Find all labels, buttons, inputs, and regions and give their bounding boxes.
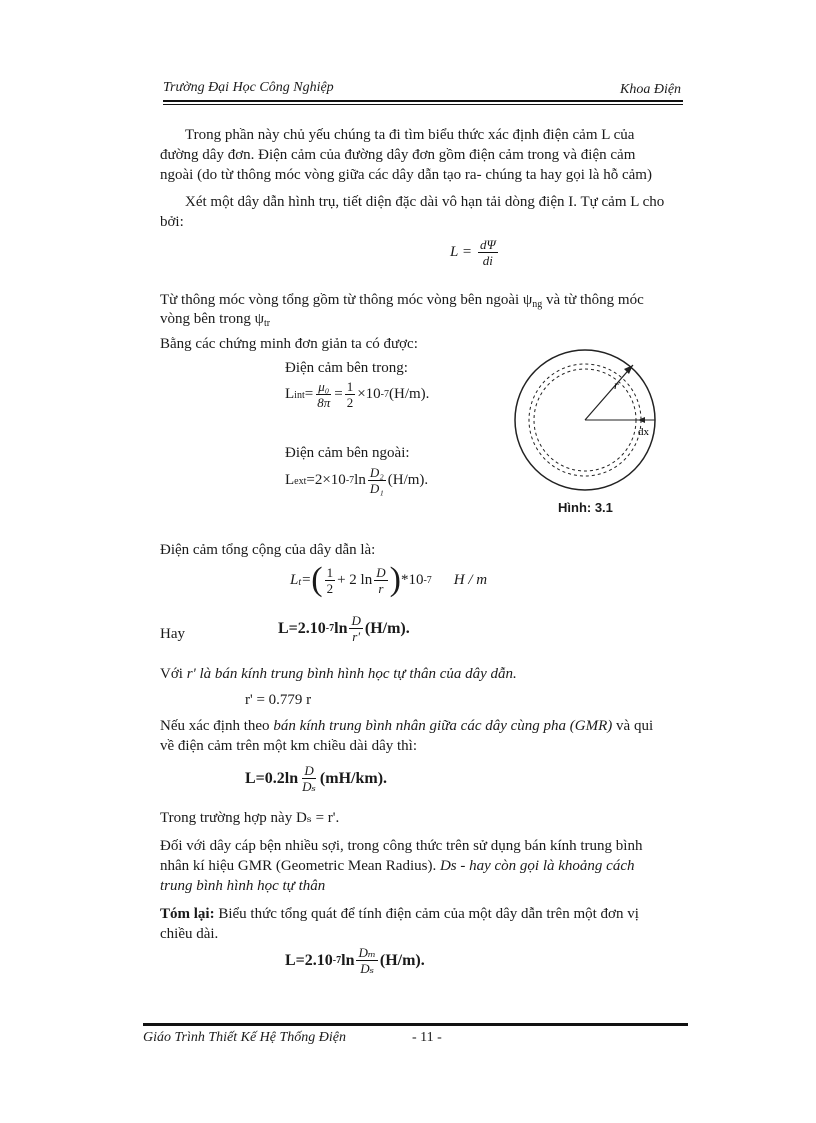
hay-unit: (H/m). [364, 619, 410, 637]
total-paren-open: ( [311, 561, 323, 598]
summary-line1 [160, 904, 639, 924]
total-n1: 1 [326, 564, 334, 580]
outer-pre: =2×10 [306, 472, 346, 488]
header-rule [163, 100, 683, 102]
total-unit: H / m [453, 571, 488, 588]
total-lhs: L [290, 571, 299, 588]
para1-line2: đường dây đơn. Điện cảm của đường dây đơn gồm điện cảm trong và điện cảm [160, 147, 636, 163]
outer-label: Điện cảm bên ngoài: [285, 445, 410, 461]
km-num: D [304, 763, 314, 778]
total-mid: + 2 ln [337, 571, 373, 588]
total-eq: = [301, 571, 312, 588]
para1-line3: ngoài (do từ thông móc vòng giữa các dây dẫn tạo ra- chúng ta hay gọi là hỗ cảm) [160, 167, 652, 183]
para8-line3: trung bình hình học tự thân [160, 878, 326, 894]
inner-frac2 [345, 380, 356, 409]
final-den: Dₛ [360, 961, 375, 976]
figure-label-r: r [614, 378, 619, 392]
inner-den2: 2 [346, 395, 354, 410]
hay-num: D [351, 613, 361, 628]
para2-line1: Xét một dây dẫn hình trụ, tiết diện đặc dài vô hạn tải dòng điện I. Tự cảm L cho [185, 194, 665, 210]
outer-unit: (H/m). [387, 472, 429, 488]
para6-line1 [160, 716, 653, 736]
eq1-lhs: L = [450, 244, 472, 260]
equation-final [285, 946, 425, 975]
header-left: Trường Đại Học Công Nghiệp [163, 80, 334, 95]
footer-left: Giáo Trình Thiết Kế Hệ Thống Điện [143, 1030, 347, 1045]
inner-frac1 [315, 380, 332, 409]
conductor-cross-section-figure [510, 345, 660, 495]
summary-l1: Biểu thức tổng quát để tính điện cảm của một dây dẫn trên một đơn vị [214, 906, 639, 922]
total-d1: 2 [326, 580, 334, 596]
total-n2: D [376, 564, 386, 580]
outer-num: D₂ [369, 465, 384, 480]
para8-l2a: nhân kí hiệu GMR (Geometric Mean Radius). [160, 858, 440, 874]
km-pre: L=0.2ln [245, 769, 299, 787]
dx-arrowhead [638, 417, 645, 423]
inner-den1: 8π [317, 395, 331, 410]
para8-l2b: Ds - hay còn gọi là khoảng cách [439, 858, 635, 874]
total-paren-close: ) [389, 561, 401, 598]
para6-line2: về điện cảm trên một km chiều dài dây thì: [160, 738, 418, 754]
inner-tail: ×10 [357, 386, 381, 402]
equation-outer-inductance [285, 466, 428, 495]
radius-line [585, 365, 633, 420]
summary-bold: Tóm lại: [160, 906, 215, 922]
hay-label: Hay [160, 626, 185, 642]
outer-ln: ln [354, 472, 366, 488]
inner-label: Điện cảm bên trong: [285, 360, 408, 376]
radius-arrowhead [624, 365, 633, 374]
outer-L: L [285, 472, 295, 488]
equation-inductance-definition [450, 238, 500, 267]
final-frac [356, 946, 377, 975]
total-lhsub: t [298, 577, 302, 588]
para6-l1a: Nếu xác định theo [160, 718, 274, 734]
final-num: Dₘ [358, 945, 376, 960]
inner-Lsub: int [294, 390, 305, 401]
inner-eq1: = [304, 386, 314, 402]
total-frac2 [374, 566, 387, 595]
para5: Điện cảm tổng cộng của dây dẫn là: [160, 542, 376, 558]
equation-total-inductance [290, 563, 487, 597]
total-tail: *10 [400, 571, 424, 588]
para3-l2a: vòng bên trong ψ [160, 311, 264, 327]
summary-line2: chiều dài. [160, 926, 219, 942]
note1-a: Với [160, 666, 187, 682]
inner-eq2: = [334, 386, 343, 402]
inner-unit: (H/m). [389, 386, 430, 402]
figure-label-dx: dx [638, 426, 649, 438]
final-exp: -7 [332, 955, 342, 966]
rprime-value: r' = 0.779 r [245, 692, 312, 708]
hay-frac [349, 614, 362, 643]
final-ln: ln [341, 951, 355, 969]
para8-line2 [160, 856, 635, 876]
outer-exp: -7 [345, 475, 355, 486]
outer-Lsub: ext [294, 476, 307, 487]
hay-ln: ln [334, 619, 348, 637]
note-rprime [160, 664, 517, 684]
para2-line2: bởi: [160, 214, 184, 230]
inner-L: L [285, 386, 295, 402]
equation-km [245, 764, 387, 793]
eq1-den: di [482, 253, 493, 268]
para1-line1: Trong phần này chủ yếu chúng ta đi tìm biểu thức xác định điện cảm L của [185, 127, 635, 143]
para3-l1a: Từ thông móc vòng tổng gồm từ thông móc vòng bên ngoài ψ [160, 292, 533, 308]
final-unit: (H/m). [379, 951, 425, 969]
km-den: Dₛ [302, 779, 316, 794]
footer-page-number: - 11 - [412, 1030, 442, 1045]
figure-caption: Hình: 3.1 [558, 500, 613, 515]
km-frac [300, 764, 318, 793]
para8-line1: Đối với dây cáp bện nhiều sợi, trong công thức trên sử dụng bán kính trung bình [160, 838, 643, 854]
total-frac1 [325, 566, 336, 595]
km-unit: (mH/km). [319, 769, 388, 787]
para7: Trong trường hợp này Dₛ = r'. [160, 810, 340, 826]
psi-tr-sub: tr [263, 318, 271, 329]
psi-ng-sub: ng [532, 299, 543, 310]
total-d2: r [378, 580, 384, 596]
outer-den: D₁ [369, 481, 384, 496]
eq1-num: dΨ [479, 237, 496, 252]
para6-l1c: và qui [612, 718, 654, 734]
equation-hay [278, 614, 410, 643]
hay-pre: L=2.10 [278, 619, 326, 637]
note1-b: r' là bán kính trung bình hình học tự thân của dây dẫn. [186, 666, 517, 682]
total-exp: -7 [423, 574, 432, 586]
equation-inner-inductance [285, 380, 429, 409]
inner-num2: 1 [346, 379, 354, 394]
footer-rule [143, 1023, 688, 1026]
inner-num1: μ₀ [318, 379, 330, 394]
para3-l1b: và từ thông móc [542, 292, 644, 308]
header-rule-thin [163, 104, 683, 105]
hay-den: r' [352, 629, 361, 644]
final-pre: L=2.10 [285, 951, 333, 969]
para4: Bằng các chứng minh đơn giản ta có được: [160, 336, 418, 352]
outer-frac [368, 466, 386, 495]
para3-line2 [160, 309, 270, 334]
eq1-fraction [478, 238, 498, 267]
hay-exp: -7 [325, 623, 335, 634]
inner-exp: -7 [380, 389, 389, 400]
para6-l1b: bán kính trung bình nhân giữa các dây cùng pha (GMR) [273, 718, 613, 734]
header-right: Khoa Điện [620, 82, 682, 97]
